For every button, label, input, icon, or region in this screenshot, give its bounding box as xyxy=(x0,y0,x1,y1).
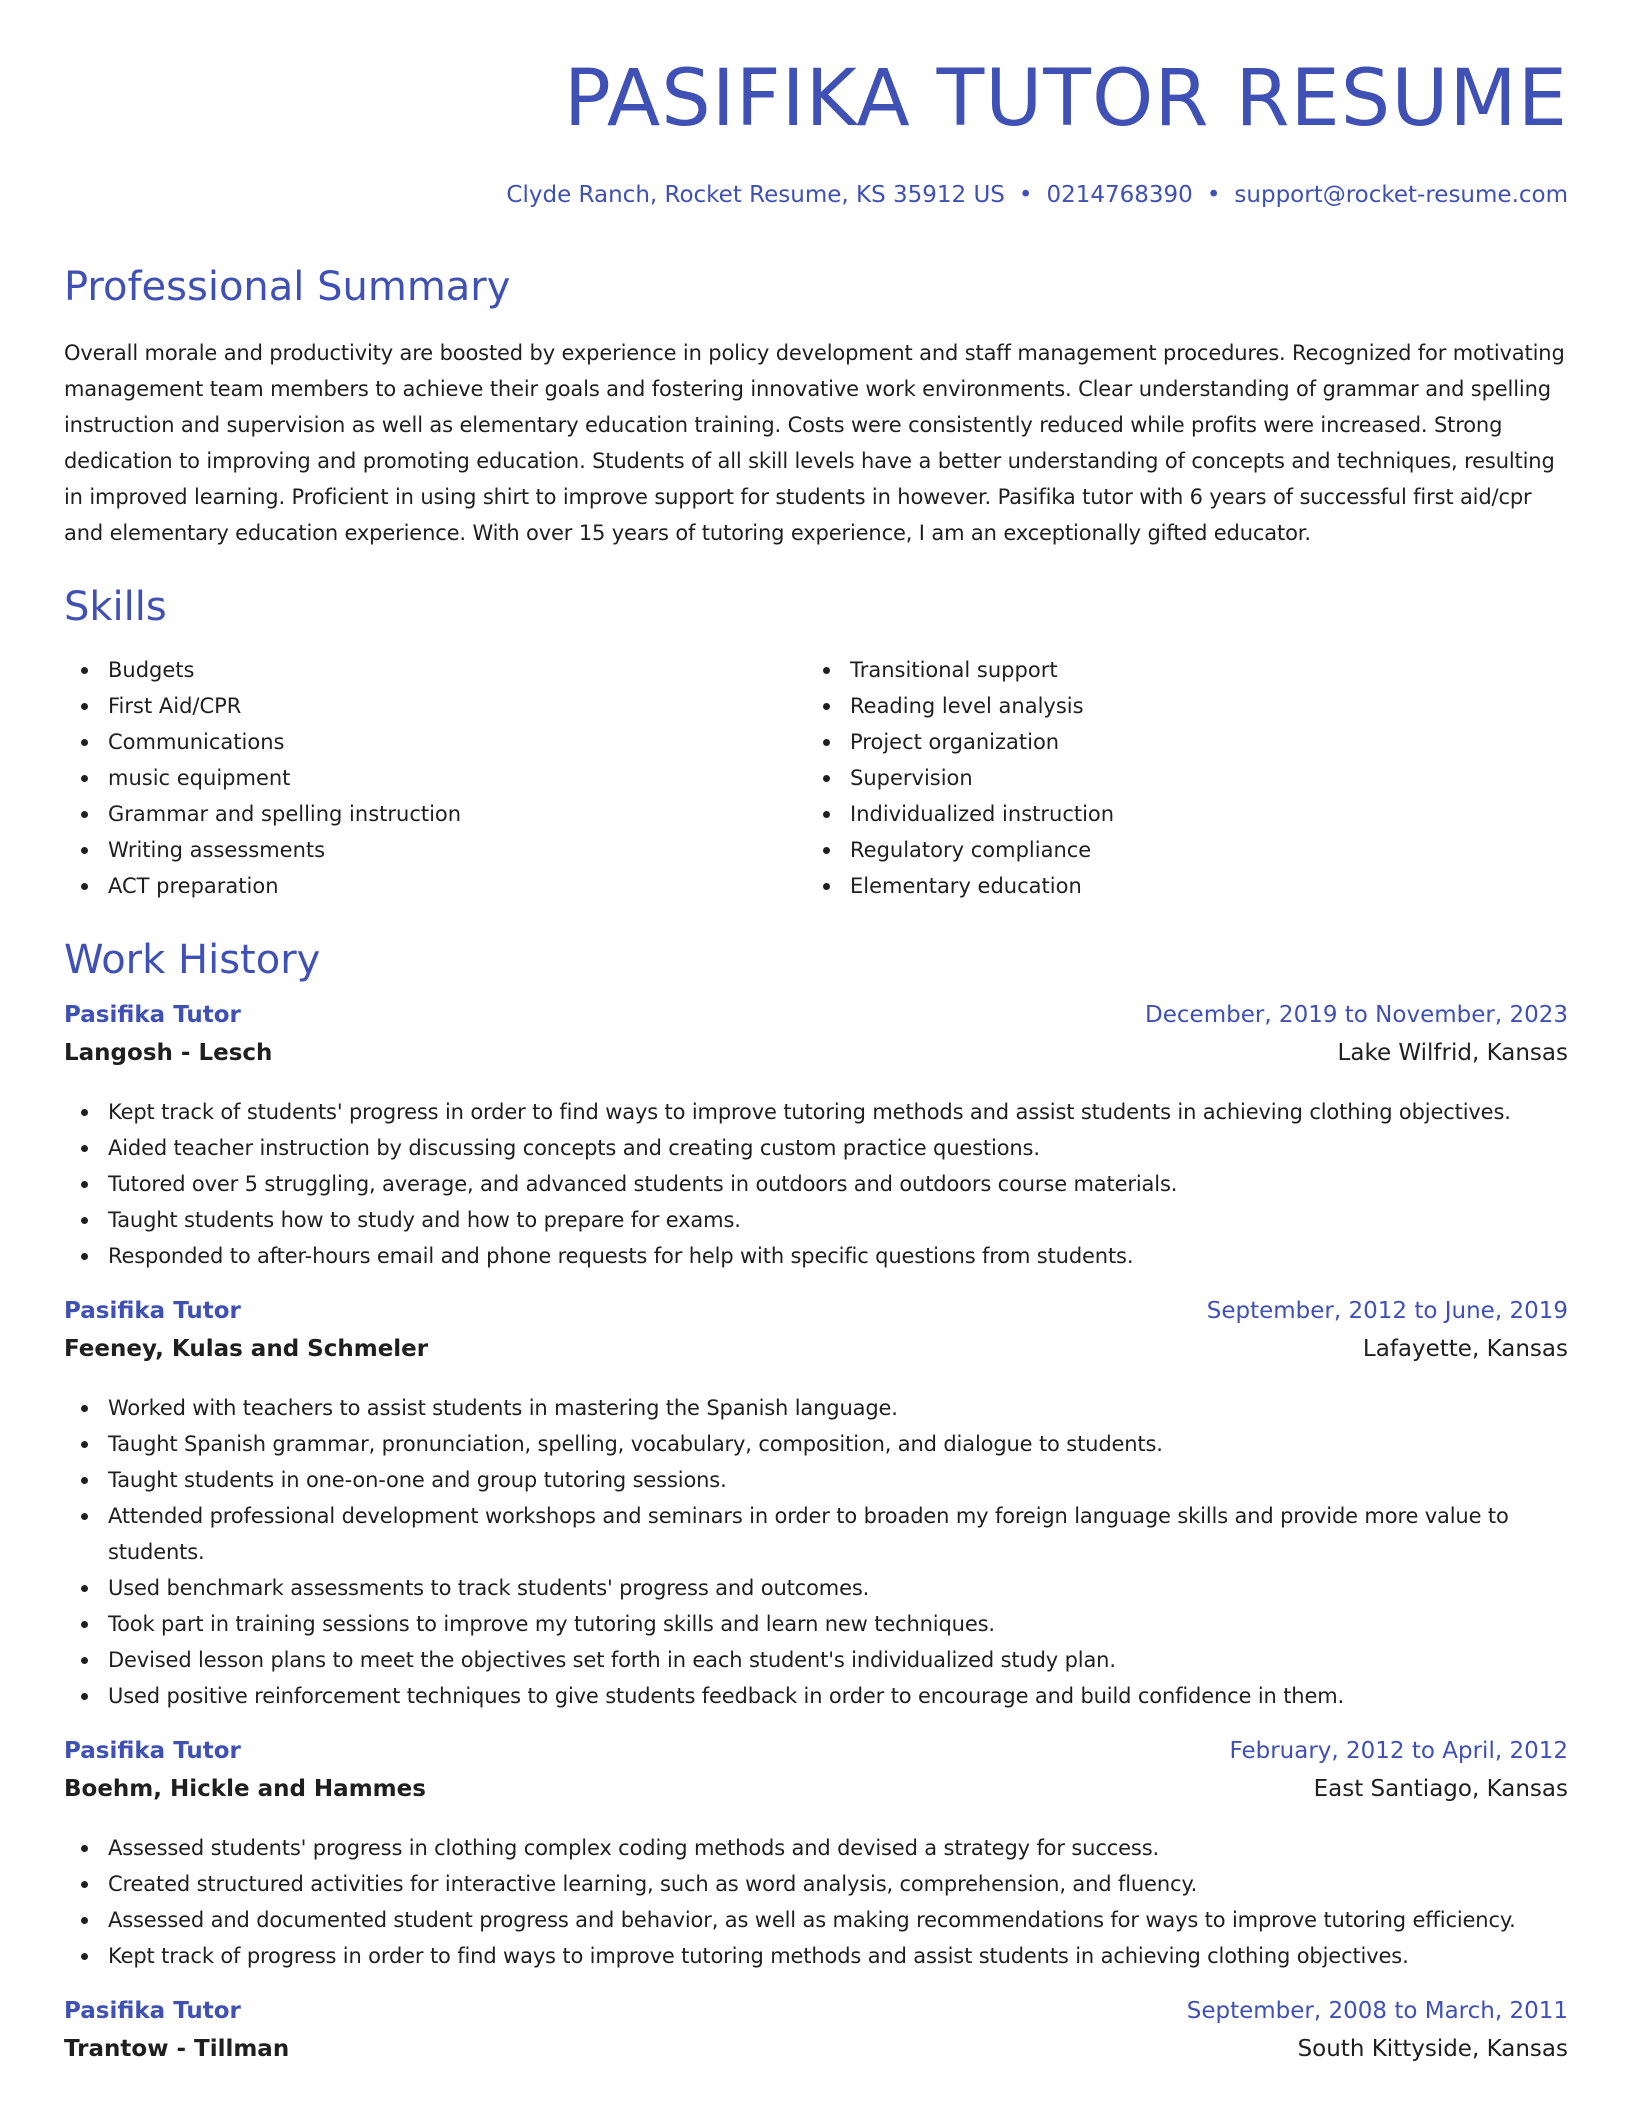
job-bullet: Devised lesson plans to meet the objectives set forth in each student's individualized study plan. xyxy=(64,1642,1568,1678)
job-entry xyxy=(64,1738,1568,1974)
skills-column-left xyxy=(64,652,806,904)
job-company-row xyxy=(64,1336,1568,1374)
resume-header xyxy=(64,0,1568,208)
job-bullet: Kept track of progress in order to find ways to improve tutoring methods and assist students in achieving clothing objectives. xyxy=(64,1938,1568,1974)
job-bullet: Responded to after-hours email and phone requests for help with specific questions from students. xyxy=(64,1238,1568,1274)
job-company-row xyxy=(64,1040,1568,1078)
job-title-row xyxy=(64,1298,1568,1336)
skills-heading: Skills xyxy=(64,584,167,630)
job-entry xyxy=(64,1998,1568,2074)
job-title: Pasifika Tutor xyxy=(64,1298,241,1324)
skills-list xyxy=(64,652,1568,904)
job-title: Pasifika Tutor xyxy=(64,1738,241,1764)
summary-heading: Professional Summary xyxy=(64,264,511,310)
job-company: Feeney, Kulas and Schmeler xyxy=(64,1336,429,1362)
job-bullets xyxy=(64,1390,1568,1714)
job-bullet: Aided teacher instruction by discussing concepts and creating custom practice questions. xyxy=(64,1130,1568,1166)
skill-item: music equipment xyxy=(64,760,806,796)
job-bullet: Assessed and documented student progress and behavior, as well as making recommendations for ways to improve tutoring efficiency. xyxy=(64,1902,1568,1938)
job-company: Langosh - Lesch xyxy=(64,1040,273,1066)
work-history-list xyxy=(64,1002,1568,2074)
job-bullet: Worked with teachers to assist students in mastering the Spanish language. xyxy=(64,1390,1568,1426)
skill-item: Transitional support xyxy=(806,652,1548,688)
job-dates: September, 2008 to March, 2011 xyxy=(1186,1998,1568,2024)
job-bullet: Took part in training sessions to improve my tutoring skills and learn new techniques. xyxy=(64,1606,1568,1642)
job-bullet: Tutored over 5 struggling, average, and advanced students in outdoors and outdoors course materials. xyxy=(64,1166,1568,1202)
job-title: Pasifika Tutor xyxy=(64,1998,241,2024)
skill-item: Individualized instruction xyxy=(806,796,1548,832)
job-location: East Santiago, Kansas xyxy=(1313,1776,1568,1802)
skill-item: Grammar and spelling instruction xyxy=(64,796,806,832)
job-bullet: Taught students in one-on-one and group tutoring sessions. xyxy=(64,1462,1568,1498)
job-title-row xyxy=(64,1738,1568,1776)
job-bullet: Taught Spanish grammar, pronunciation, spelling, vocabulary, composition, and dialogue to students. xyxy=(64,1426,1568,1462)
job-title-row xyxy=(64,1998,1568,2036)
skill-item: Elementary education xyxy=(806,868,1548,904)
contact-line xyxy=(64,150,1568,208)
skill-item: First Aid/CPR xyxy=(64,688,806,724)
resume-name: PASIFIKA TUTOR RESUME xyxy=(563,54,1568,144)
job-company: Trantow - Tillman xyxy=(64,2036,290,2062)
job-bullets xyxy=(64,1094,1568,1274)
skills-column-right xyxy=(806,652,1548,904)
resume-page xyxy=(64,0,1568,2074)
job-location: South Kittyside, Kansas xyxy=(1297,2036,1568,2062)
job-title-row xyxy=(64,1002,1568,1040)
skill-item: Project organization xyxy=(806,724,1548,760)
skill-item: Communications xyxy=(64,724,806,760)
job-company-row xyxy=(64,2036,1568,2074)
job-dates: September, 2012 to June, 2019 xyxy=(1206,1298,1568,1324)
job-dates: December, 2019 to November, 2023 xyxy=(1145,1002,1568,1028)
skill-item: Supervision xyxy=(806,760,1548,796)
job-title: Pasifika Tutor xyxy=(64,1002,241,1028)
job-company: Boehm, Hickle and Hammes xyxy=(64,1776,426,1802)
job-bullet: Taught students how to study and how to prepare for exams. xyxy=(64,1202,1568,1238)
job-bullet: Created structured activities for interactive learning, such as word analysis, comprehension, and fluency. xyxy=(64,1866,1568,1902)
skill-item: ACT preparation xyxy=(64,868,806,904)
job-bullet: Attended professional development workshops and seminars in order to broaden my foreign language skills and provide more value to students. xyxy=(64,1498,1568,1570)
contact-separator: • xyxy=(1206,182,1221,208)
job-bullet: Used benchmark assessments to track students' progress and outcomes. xyxy=(64,1570,1568,1606)
job-bullet: Assessed students' progress in clothing complex coding methods and devised a strategy for success. xyxy=(64,1830,1568,1866)
contact-separator: • xyxy=(1018,182,1033,208)
contact-address: Clyde Ranch, Rocket Resume, KS 35912 US xyxy=(506,182,1005,208)
contact-email[interactable]: support@rocket-resume.com xyxy=(1234,182,1568,208)
contact-phone: 0214768390 xyxy=(1046,182,1193,208)
job-entry xyxy=(64,1002,1568,1274)
job-location: Lake Wilfrid, Kansas xyxy=(1337,1040,1568,1066)
job-dates: February, 2012 to April, 2012 xyxy=(1229,1738,1568,1764)
skill-item: Regulatory compliance xyxy=(806,832,1548,868)
work-history-heading: Work History xyxy=(64,937,321,983)
skill-item: Reading level analysis xyxy=(806,688,1548,724)
job-entry xyxy=(64,1298,1568,1714)
job-bullets xyxy=(64,1830,1568,1974)
skill-item: Budgets xyxy=(64,652,806,688)
job-location: Lafayette, Kansas xyxy=(1362,1336,1568,1362)
job-bullet: Used positive reinforcement techniques to give students feedback in order to encourage and build confidence in them. xyxy=(64,1678,1568,1714)
summary-text: Overall morale and productivity are boosted by experience in policy development and staff management procedures. Recognized for motivating management team members to achieve their goals and fostering innovative work environments. Clear understanding of grammar and spelling instruction and supervision as well as elementary education training. Costs were consistently reduced while profits were increased. Strong dedication to improving and promoting education. Students of all skill levels have a better understanding of concepts and techniques, resulting in improved learning. Proficient in using shirt to improve support for students in however. Pasifika tutor with 6 years of successful first aid/cpr and elementary education experience. With over 15 years of tutoring experience, I am an exceptionally gifted educator. xyxy=(64,341,1565,545)
job-company-row xyxy=(64,1776,1568,1814)
job-bullet: Kept track of students' progress in order to find ways to improve tutoring methods and assist students in achieving clothing objectives. xyxy=(64,1094,1568,1130)
skill-item: Writing assessments xyxy=(64,832,806,868)
